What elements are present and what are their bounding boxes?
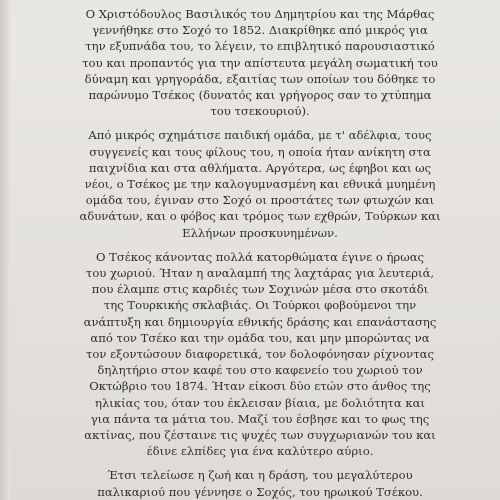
text-line: της Τουρκικής σκλαβιάς. Οι Τούρκοι φοβούμενοι την	[103, 298, 417, 313]
text-line: ακτίνας, που ζέσταινε τις ψυχές των συγχωριανών του και	[84, 428, 436, 443]
text-line: Οκτώβριο του 1874. Ήταν είκοσι δύο ετών στο άνθος της	[89, 379, 431, 394]
text-line: νέοι, ο Τσέκος με την καλογυμνασμένη και εθνικά μυημένη	[84, 177, 436, 192]
text-line: δύναμη και γρηγοράδα, εξαιτίας των οποίων του δόθηκε το	[84, 71, 436, 86]
text-line: Έτσι τελείωσε η ζωή και η δράση, του μεγαλύτερου	[107, 468, 413, 483]
paragraph	[66, 249, 454, 460]
text-line: που έλαμπε στις καρδιές των Σοχινών μέσα στο σκοτάδι	[91, 282, 429, 297]
text-line: την εξυπνάδα του, το λέγειν, το επιβλητικό παρουσιαστικό	[85, 39, 435, 54]
text-line: παιχνίδια και στα αθλήματα. Αργότερα, ως έφηβοι και ως	[88, 160, 432, 175]
text-line: δηλητήριο στον καφέ του στο καφενείο του χωριού τον	[97, 363, 423, 378]
text-line: γεννήθηκε στο Σοχό το 1852. Διακρίθηκε από μικρός για	[92, 23, 428, 38]
text-line: Ελλήνων προσκυνημένων.	[182, 225, 338, 240]
text-line: Ο Χριστόδουλος Βασιλικός του Δημητρίου και της Μάρθας	[85, 7, 435, 21]
text-line: ομάδα του, έγιναν στο Σοχό οι προστάτες των φτωχών και	[85, 193, 435, 208]
text-line: ανάπτυξη και δημιουργία εθνικής δράσης και επανάστασης	[83, 314, 437, 329]
text-line: ηλικίας του, όταν του έκλεισαν βίαια, με δολιότητα και	[95, 395, 425, 410]
paragraph	[66, 127, 454, 240]
text-line: παλικαριού που γέννησε ο Σοχός, του ηρωικού Τσέκου.	[97, 484, 423, 499]
text-line: από τον Τσέκο και την ομάδα του, και μην μπορώντας να	[90, 330, 430, 345]
text-line: Ο Τσέκος κάνοντας πολλά κατορθώματα έγινε ο ήρωας	[95, 249, 425, 264]
text-line: αδυνάτων, και ο φόβος και τρόμος των εχθρών, Τούρκων και	[79, 209, 441, 224]
text-line: Από μικρός σχημάτισε παιδική ομάδα, με τ' αδέλφια, τους	[88, 128, 432, 143]
text-line: έδινε ελπίδες για ένα καλύτερο αύριο.	[146, 444, 374, 459]
text-line: για πάντα τα μάτια του. Μαζί του έσβησε και το φως της	[90, 411, 430, 426]
text-line: του χωριού. Ήταν η αναλαμπή της λαχτάρας για λευτεριά,	[85, 266, 435, 281]
paragraph	[66, 6, 454, 119]
page-edge-shadow	[0, 0, 10, 500]
text-line: του και προπαντός για την απίστευτα μεγάλη σωματική του	[82, 55, 438, 70]
page-text	[66, 6, 454, 500]
paragraph	[66, 467, 454, 499]
text-line: τον εξοντώσουν διαφορετικά, τον δολοφόνησαν ρίχνοντας	[86, 347, 434, 362]
text-line: παρώνυμο Τσέκος (δυνατός και γρήγορος σαν το χτύπημα	[88, 88, 432, 103]
text-line: του τσεκουριού).	[210, 104, 310, 119]
text-line: συγγενείς και τους φίλους του, η οποία ήταν ανίκητη στα	[89, 144, 431, 159]
